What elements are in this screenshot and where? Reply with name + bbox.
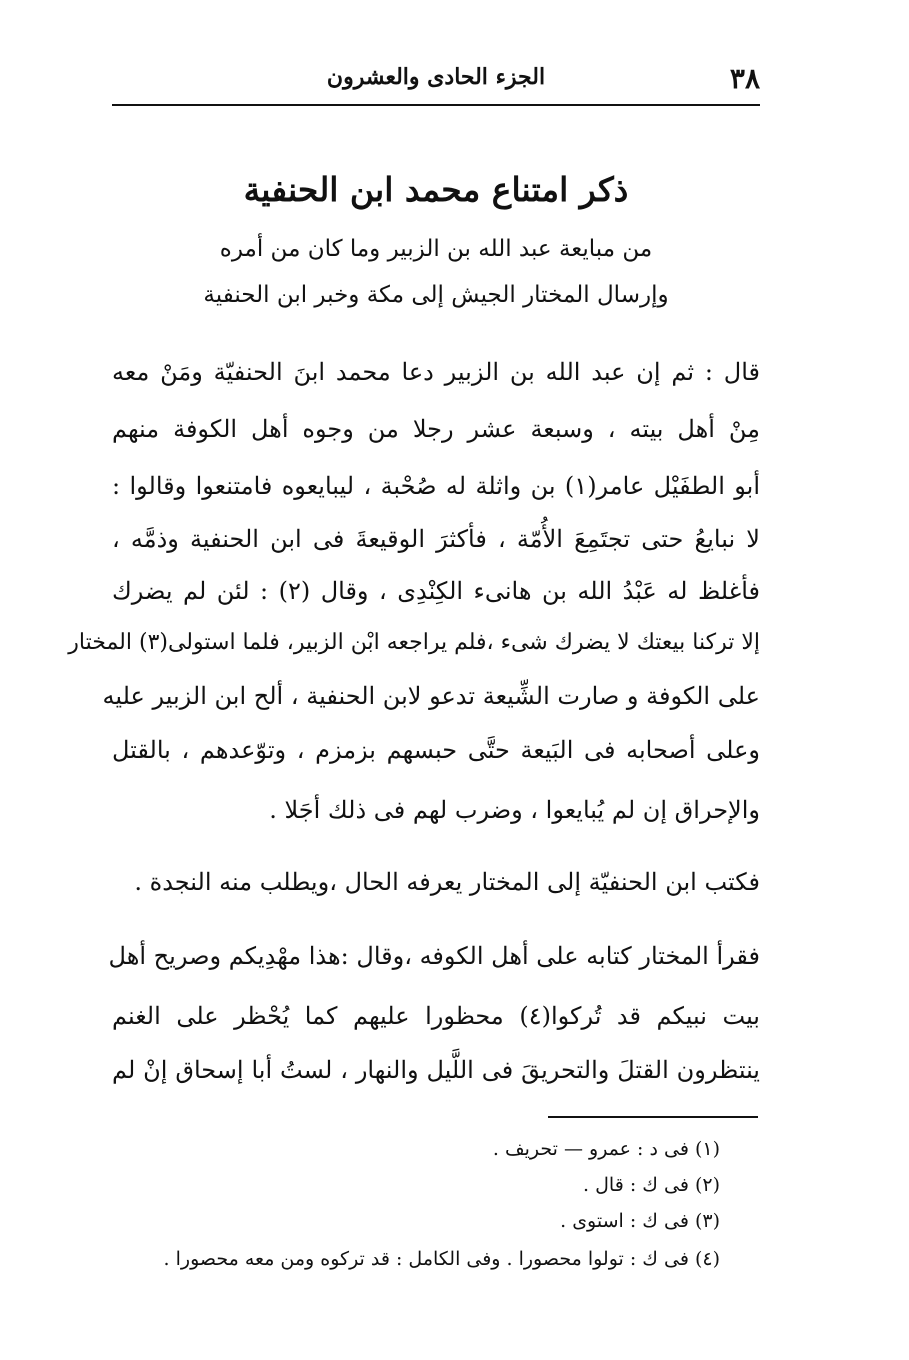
- body-text-line: والإحراق إن لم يُبايعوا ، وضرب لهم فى ذلك أجَلا .: [269, 796, 760, 824]
- footnote: (٤) فى ك : تولوا محصورا . وفى الكامل : قد تركوه ومن معه محصورا .: [163, 1248, 720, 1270]
- body-text-line: قال : ثم إن عبد الله بن الزبير دعا محمد ابنَ الحنفيّة ومَنْ معه: [112, 358, 760, 386]
- body-text-line: لا نبايعُ حتى تجتَمِعَ الأُمّة ، فأكثرَ الوقيعةَ فى ابن الحنفية وذمَّه ،: [112, 525, 760, 553]
- body-text-line: ينتظرون القتلَ والتحريقَ فى اللَّيل والنهار ، لستُ أبا إسحاق إنْ لم: [112, 1056, 760, 1084]
- body-text-line: فكتب ابن الحنفيّة إلى المختار يعرفه الحال ،ويطلب منه النجدة .: [134, 868, 760, 896]
- chapter-title: ذكر امتناع محمد ابن الحنفية: [243, 170, 629, 209]
- page-number: ٣٨: [729, 62, 760, 95]
- chapter-subtitle-line: وإرسال المختار الجيش إلى مكة وخبر ابن الحنفية: [203, 282, 669, 308]
- body-text-line: فأغلظ له عَبْدُ الله بن هانىء الكِنْدِى ، وقال (٢) : لئن لم يضرك: [112, 577, 761, 605]
- body-text-line: فقرأ المختار كتابه على أهل الكوفه ،وقال :هذا مهْدِيكم وصريح أهل: [108, 942, 760, 970]
- footnote: (٢) فى ك : قال .: [583, 1174, 720, 1196]
- body-text-line: مِنْ أهل بيته ، وسبعة عشر رجلا من وجوه أهل الكوفة منهم: [112, 415, 760, 443]
- body-text-line: أبو الطفَيْل عامر(١) بن واثلة له صُحْبة ، ليبايعوه فامتنعوا وقالوا :: [112, 472, 761, 500]
- footnote-divider: [548, 1116, 758, 1118]
- chapter-subtitle-line: من مبايعة عبد الله بن الزبير وما كان من أمره: [219, 236, 653, 262]
- footnote: (١) فى د : عمرو — تحريف .: [492, 1138, 720, 1160]
- footnote: (٣) فى ك : استوى .: [560, 1210, 720, 1232]
- body-text-line: على الكوفة و صارت الشِّيعة تدعو لابن الحنفية ، ألح ابن الزبير عليه: [102, 682, 760, 710]
- body-text-line: وعلى أصحابه فى البَيعة حتَّى حبسهم بزمزم ، وتوّعدهم ، بالقتل: [112, 736, 760, 764]
- running-title: الجزء الحادى والعشرون: [326, 64, 546, 90]
- body-text-line: إلا تركنا بيعتك لا يضرك شىء ،فلم يراجعه ابْن الزبير، فلما استولى(٣) المختار: [68, 630, 760, 655]
- running-header: [112, 60, 760, 100]
- body-text-line: بيت نبيكم قد تُركوا(٤) محظورا عليهم كما يُحْظر على الغنم: [112, 1002, 760, 1030]
- header-divider: [112, 104, 760, 106]
